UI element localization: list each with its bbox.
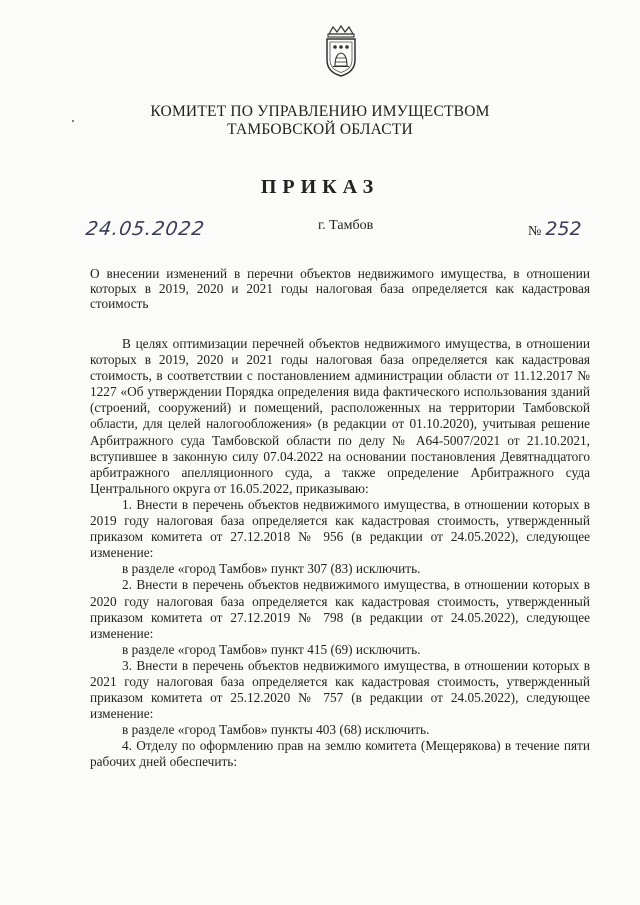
- org-name-line2: ТАМБОВСКОЙ ОБЛАСТИ: [227, 121, 413, 138]
- document-subject: О внесении изменений в перечни объектов недвижимого имущества, в отношении которых в 2019, 2020 и 2021 годы налоговая база определяется как кадастровая стоимость: [90, 266, 590, 311]
- document-title: ПРИКАЗ: [260, 176, 380, 198]
- item-2-paragraph: 2. Внести в перечень объектов недвижимого имущества, в отношении которых в 2020 году налоговая база определяется как кадастровая стоимость, утвержденный приказом комитета от 27.12.2019 № 798 (в редакции от 24.05.2022), следующее изменение:: [90, 577, 590, 641]
- number-value: 252: [545, 218, 582, 240]
- item-3-paragraph: 3. Внести в перечень объектов недвижимого имущества, в отношении которых в 2021 году налоговая база определяется как кадастровая стоимость, утвержденный приказом комитета от 25.12.2020 № 757 (в редакции от 24.05.2022), следующее изменение:: [90, 657, 590, 722]
- item-2-subclause: в разделе «город Тамбов» пункт 415 (69) исключить.: [122, 641, 421, 657]
- item-4-paragraph: 4. Отделу по оформлению прав на землю комитета (Мещерякова) в течение пяти рабочих дней обеспечить:: [90, 738, 590, 770]
- item-3-subclause: в разделе «город Тамбов» пункты 403 (68) исключить.: [122, 722, 430, 738]
- document-number: [528, 218, 582, 240]
- number-sign: №: [528, 224, 542, 239]
- document-body: [90, 336, 590, 771]
- org-name-line1: КОМИТЕТ ПО УПРАВЛЕНИЮ ИМУЩЕСТВОМ: [150, 103, 490, 120]
- preamble-paragraph: В целях оптимизации перечней объектов недвижимого имущества, в отношении которых в 2019, 2020 и 2021 годы налоговая база определяется как кадастровая стоимость, в соответствии с постановлением администрации области от 11.12.2017 № 1227 «Об утверждении Порядка определения вида фактического использования зданий (строений, сооружений) и помещений, расположенных на территории Тамбовской области, для целей налогообложения» (в редакции от 01.10.2020), учитывая решение Арбитражного суда Тамбовской области по делу № А64-5007/2021 от 21.10.2021, вступившее в законную силу 07.04.2022 на основании постановления Девятнадцатого арбитражного апелляционного суда, а также определение Арбитражного суда Центрального округа от 16.05.2022, приказываю:: [90, 336, 590, 496]
- item-1-paragraph: 1. Внести в перечень объектов недвижимого имущества, в отношении которых в 2019 году налоговая база определяется как кадастровая стоимость, утвержденный приказом комитета от 27.12.2018 № 956 (в редакции от 24.05.2022), следующее изменение:: [90, 496, 590, 561]
- document-city: г. Тамбов: [318, 218, 374, 233]
- document-date: 24.05.2022: [84, 218, 207, 240]
- tambov-coat-of-arms-icon: [319, 24, 363, 78]
- item-1-subclause: в разделе «город Тамбов» пункт 307 (83) исключить.: [122, 561, 421, 577]
